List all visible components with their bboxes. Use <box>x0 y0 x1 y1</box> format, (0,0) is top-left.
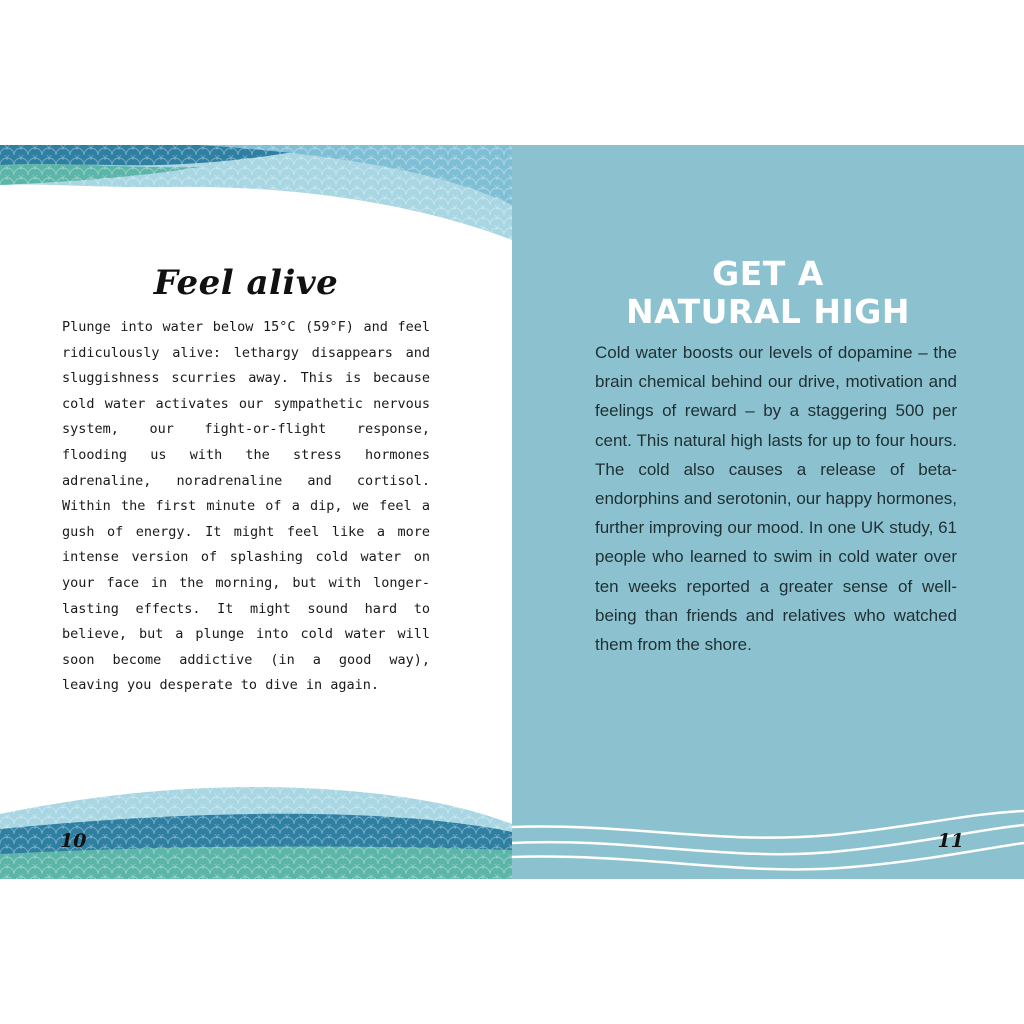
page-number-left: 10 <box>60 830 87 852</box>
body-paragraph-right: Cold water boosts our levels of dopamine – the brain chemical behind our drive, motivation and feelings of reward – by a staggering 500 per cent. This natural high lasts for up to four hours. The cold also causes a release of beta-endorphins and serotonin, our happy hormones, further improving our mood. In one UK study, 61 people who learned to swim in cold water over ten weeks reported a greater sense of well-being than friends and relatives who watched them from the shore. <box>595 343 957 655</box>
heading-line-2: NATURAL HIGH <box>626 292 910 331</box>
body-paragraph: Plunge into water below 15°C (59°F) and feel ridiculously alive: lethargy disappears and sluggishness scurries away. This is because cold water activates our sympathetic nervous system, our fight-or-flight response, flooding us with the stress hormones adrenaline, noradrenaline and cortisol. Within the first minute of a dip, we feel a gush of energy. It might feel like a more intense version of splashing cold water on your face in the morning, but with longer-lasting effects. It might sound hard to believe, but a plunge into cold water will soon become addictive (in a good way), leaving you desperate to dive in again. <box>62 319 430 694</box>
right-page <box>512 145 1024 879</box>
top-wave-decoration <box>0 145 512 245</box>
heading-line-1: GET A <box>712 254 824 293</box>
page-number-right: 11 <box>937 830 964 852</box>
section-heading-right <box>512 255 1024 331</box>
book-spread <box>0 145 1024 879</box>
section-heading: Feel alive <box>153 263 339 303</box>
left-page <box>0 145 512 879</box>
